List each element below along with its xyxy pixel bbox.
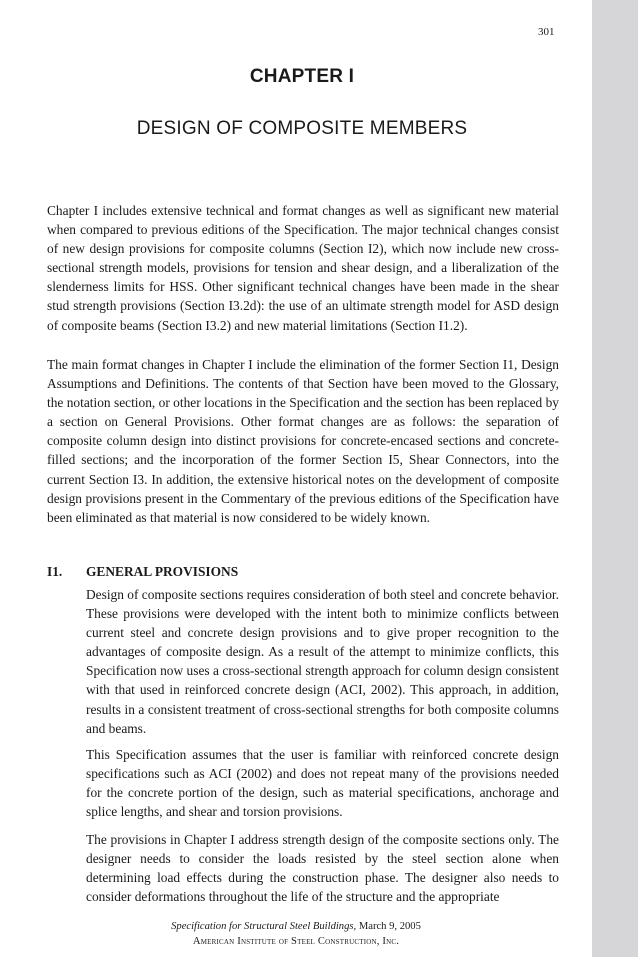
page-number: 301 xyxy=(538,26,555,38)
section-title: GENERAL PROVISIONS xyxy=(86,564,239,579)
chapter-subtitle: DESIGN OF COMPOSITE MEMBERS xyxy=(136,118,468,139)
footer-publisher: American Institute of Steel Construction, Inc. xyxy=(192,936,400,947)
footer-spec-title: Specification for Structural Steel Buildings, xyxy=(171,921,357,932)
intro-paragraph: Chapter I includes extensive technical and format changes as well as significant new material when compared to previous editions of the Specification. The major technical changes consist of new design provisions for composite columns (Section I2), which now include new cross-sectional strength models, provisions for tension and shear design, and a liberalization of the slenderness limits for HSS. Other significant technical changes have been made in the shear stud strength provisions (Section I3.2d): the use of an ultimate strength model for ASD design of composite beams (Section I3.2) and new material limitations (Section I1.2). xyxy=(47,203,559,333)
chapter-title: CHAPTER I xyxy=(249,66,355,87)
footer-citation xyxy=(0,921,592,932)
section-heading xyxy=(47,562,238,581)
section-paragraph: This Specification assumes that the user is familiar with reinforced concrete design specifications such as ACI (2002) and does not repeat many of the provisions needed for the concrete portion of the design, such as material specifications, anchorage and splice lengths, and shear and torsion provisions. xyxy=(86,747,559,820)
section-paragraph: Design of composite sections requires consideration of both steel and concrete behavior. These provisions were developed with the intent both to minimize conflicts between current steel and concrete design provisions and to give proper recognition to the advantages of composite design. As a result of the attempt to minimize conflicts, this Specification now uses a cross-sectional strength approach for column design consistent with that used in reinforced concrete design (ACI, 2002). This approach, in addition, results in a consistent treatment of cross-sectional strengths for both composite columns and beams. xyxy=(86,587,559,736)
section-number: I1. xyxy=(47,564,63,579)
intro-paragraph: The main format changes in Chapter I include the elimination of the former Section I1, Design Assumptions and Definitions. The contents of that Section have been moved to the Glossary, the notation section, or other locations in the Specification and the section has been replaced by a section on General Provisions. Other format changes are as follows: the separation of composite column design into distinct provisions for concrete-encased sections and concrete-filled sections; and the incorporation of the former Section I5, Shear Connectors, into the current Section I3. In addition, the extensive historical notes on the development of composite design provisions present in the Commentary of the previous editions of the Specification have been eliminated as that material is now considered to be widely known. xyxy=(47,357,559,525)
section-paragraph: The provisions in Chapter I address strength design of the composite sections only. The designer needs to consider the loads resisted by the steel section alone when determining load effects during the construction phase. The designer also needs to consider deformations throughout the life of the structure and the appropriate xyxy=(86,832,559,905)
page-edge-strip xyxy=(592,0,638,957)
footer-date: March 9, 2005 xyxy=(356,921,421,932)
